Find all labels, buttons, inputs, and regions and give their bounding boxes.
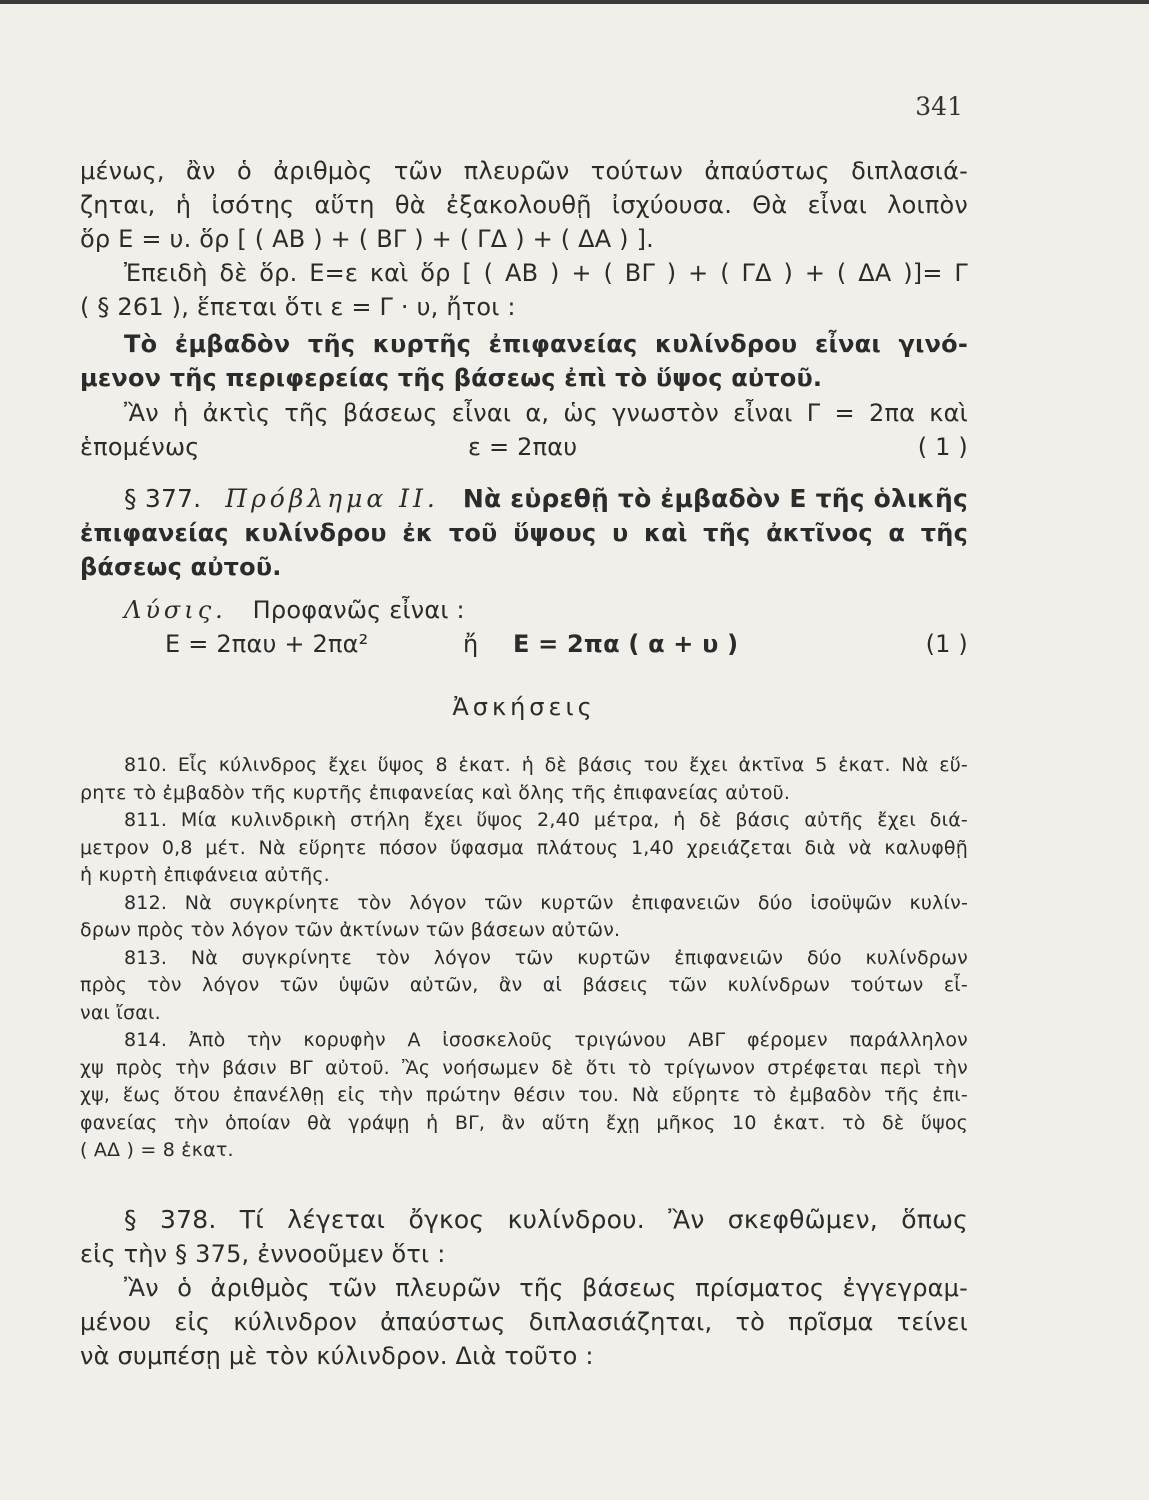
exercise-line: μετρον 0,8 μέτ. Νὰ εὕρητε πόσον ὕφασμα πλάτους 1,40 χρειάζεται διὰ νὰ καλυφθῇ [80, 836, 968, 859]
theorem-line: μενον τῆς περιφερείας τῆς βάσεως ἐπὶ τὸ ὕψος αὐτοῦ. [80, 364, 823, 392]
section-378 [80, 1203, 968, 1373]
text-line: ( § 261 ), ἕπεται ὅτι ε = Γ · υ, ἤτοι : [80, 293, 516, 321]
problem-number: § 377. [124, 484, 202, 513]
exercise-line: χψ, ἕως ὅτου ἐπανέλθῃ εἰς τὴν πρώτην θέσιν του. Νὰ εὕρητε τὸ ἐμβαδὸν τῆς ἐπι- [80, 1084, 968, 1106]
exercise-line: ἡ κυρτὴ ἐπιφάνεια αὐτῆς. [80, 864, 330, 886]
equation-1 [80, 430, 968, 464]
equation-number: (1 ) [925, 630, 968, 658]
exercise-line: 810. Εἷς κύλινδρος ἔχει ὕψος 8 ἑκατ. ἡ δὲ βάσις του ἔχει ἀκτῖνα 5 ἑκατ. Νὰ εὕ- [124, 754, 968, 776]
exercise-line: δρων πρὸς τὸν λόγον τῶν ἀκτίνων τῶν βάσεων αὐτῶν. [80, 919, 621, 941]
text-line: Ἐπειδὴ δὲ ὅρ. Ε=ε καὶ ὅρ [ ( ΑΒ ) + ( ΒΓ ) + ( ΓΔ ) + ( ΔΑ )]= Γ [124, 259, 968, 287]
section-heading-line: § 378. Τί λέγεται ὄγκος κυλίνδρου. Ἂν σκεφθῶμεν, ὅπως [124, 1205, 968, 1234]
equation-2 [80, 627, 968, 661]
problem-377 [80, 482, 968, 584]
equation-lead: ἑπομένως [80, 433, 200, 461]
exercises-title: Ἀσκήσεις [452, 693, 596, 721]
text-line: Ἂν ὁ ἀριθμὸς τῶν πλευρῶν τῆς βάσεως πρίσματος ἐγγεγραμ- [124, 1274, 968, 1302]
exercise-line: ρητε τὸ ἐμβαδὸν τῆς κυρτῆς ἐπιφανείας καὶ ὅλης τῆς ἐπιφανείας αὐτοῦ. [80, 781, 791, 804]
text-line: μένου εἰς κύλινδρον ἀπαύστως διπλασιάζηται, τὸ πρῖσμα τείνει [80, 1308, 968, 1336]
solution-text: Προφανῶς εἶναι : [252, 596, 465, 624]
equation-formula-a: Ε = 2παυ + 2πα² [165, 630, 369, 658]
text-line: ζηται, ἡ ἰσότης αὕτη θὰ ἐξακολουθῇ ἰσχύουσα. Θὰ εἶναι λοιπὸν [80, 191, 968, 219]
equation-number: ( 1 ) [917, 433, 968, 461]
text-line: εἰς τὴν § 375, ἐννοοῦμεν ὅτι : [80, 1240, 446, 1268]
top-border [0, 0, 1149, 4]
solution-intro [80, 593, 968, 627]
text-line: νὰ συμπέσῃ μὲ τὸν κύλινδρον. Διὰ τοῦτο : [80, 1342, 594, 1370]
problem-text-line: βάσεως αὐτοῦ. [80, 553, 282, 581]
equation-formula: ε = 2παυ [468, 433, 578, 461]
exercise-line: χψ πρὸς τὴν βάσιν ΒΓ αὐτοῦ. Ἂς νοήσωμεν δὲ ὅτι τὸ τρίγωνον στρέφεται περὶ τὴν [80, 1056, 968, 1079]
problem-title: Πρόβλημα ΙΙ. [225, 484, 439, 513]
exercise-line: πρὸς τὸν λόγον τῶν ὑψῶν αὐτῶν, ἂν αἱ βάσεις τῶν κυλίνδρων τούτων εἶ- [80, 974, 968, 996]
exercise-line: 811. Μία κυλινδρικὴ στήλη ἔχει ὕψος 2,40 μέτρα, ἡ δὲ βάσις αὐτῆς ἔχει διά- [124, 809, 968, 831]
exercise-line: 814. Ἀπὸ τὴν κορυφὴν Α ἰσοσκελοῦς τριγώνου ΑΒΓ φέρομεν παράλληλον [124, 1029, 968, 1051]
exercise-line: 812. Νὰ συγκρίνητε τὸν λόγον τῶν κυρτῶν ἐπιφανειῶν δύο ἰσοϋψῶν κυλίν- [124, 891, 968, 914]
exercise-line: ( ΑΔ ) = 8 ἑκατ. [80, 1139, 234, 1161]
exercise-line: ναι ἴσαι. [80, 1001, 161, 1024]
text-line: ὅρ Ε = υ. ὅρ [ ( ΑΒ ) + ( ΒΓ ) + ( ΓΔ ) + ( ΔΑ ) ]. [80, 225, 654, 253]
paragraph-radius [80, 396, 968, 464]
page-number: 341 [915, 92, 963, 121]
paragraph-proof [80, 154, 968, 324]
equation-or: ἤ [463, 630, 479, 658]
exercise-line: φανείας τὴν ὁποίαν θὰ γράψῃ ἡ ΒΓ, ἂν αὕτη ἔχῃ μῆκος 10 ἑκατ. τὸ δὲ ὕψος [80, 1111, 968, 1134]
exercises-heading [80, 690, 968, 724]
theorem-line: Τὸ ἐμβαδὸν τῆς κυρτῆς ἐπιφανείας κυλίνδρου εἶναι γινό- [124, 330, 968, 358]
problem-text: Νὰ εὑρεθῇ τὸ ἐμβαδὸν Ε τῆς ὁλικῆς [462, 484, 968, 513]
equation-formula-b: Ε = 2πα ( α + υ ) [513, 630, 739, 658]
solution-label: Λύσις. [124, 596, 227, 624]
text-line: μένως, ἂν ὁ ἀριθμὸς τῶν πλευρῶν τούτων ἀπαύστως διπλασιά- [80, 157, 968, 185]
problem-text-line: ἐπιφανείας κυλίνδρου ἐκ τοῦ ὕψους υ καὶ τῆς ἀκτῖνος α τῆς [80, 519, 968, 547]
text-line: Ἂν ἡ ἀκτὶς τῆς βάσεως εἶναι α, ὡς γνωστὸν εἶναι Γ = 2πα καὶ [124, 399, 968, 427]
exercises-list [80, 752, 968, 1165]
solution-377 [80, 593, 968, 661]
problem-heading [80, 482, 968, 516]
exercise-line: 813. Νὰ συγκρίνητε τὸν λόγον τῶν κυρτῶν ἐπιφανειῶν δύο κυλίνδρων [124, 946, 968, 969]
theorem-statement [80, 327, 968, 395]
